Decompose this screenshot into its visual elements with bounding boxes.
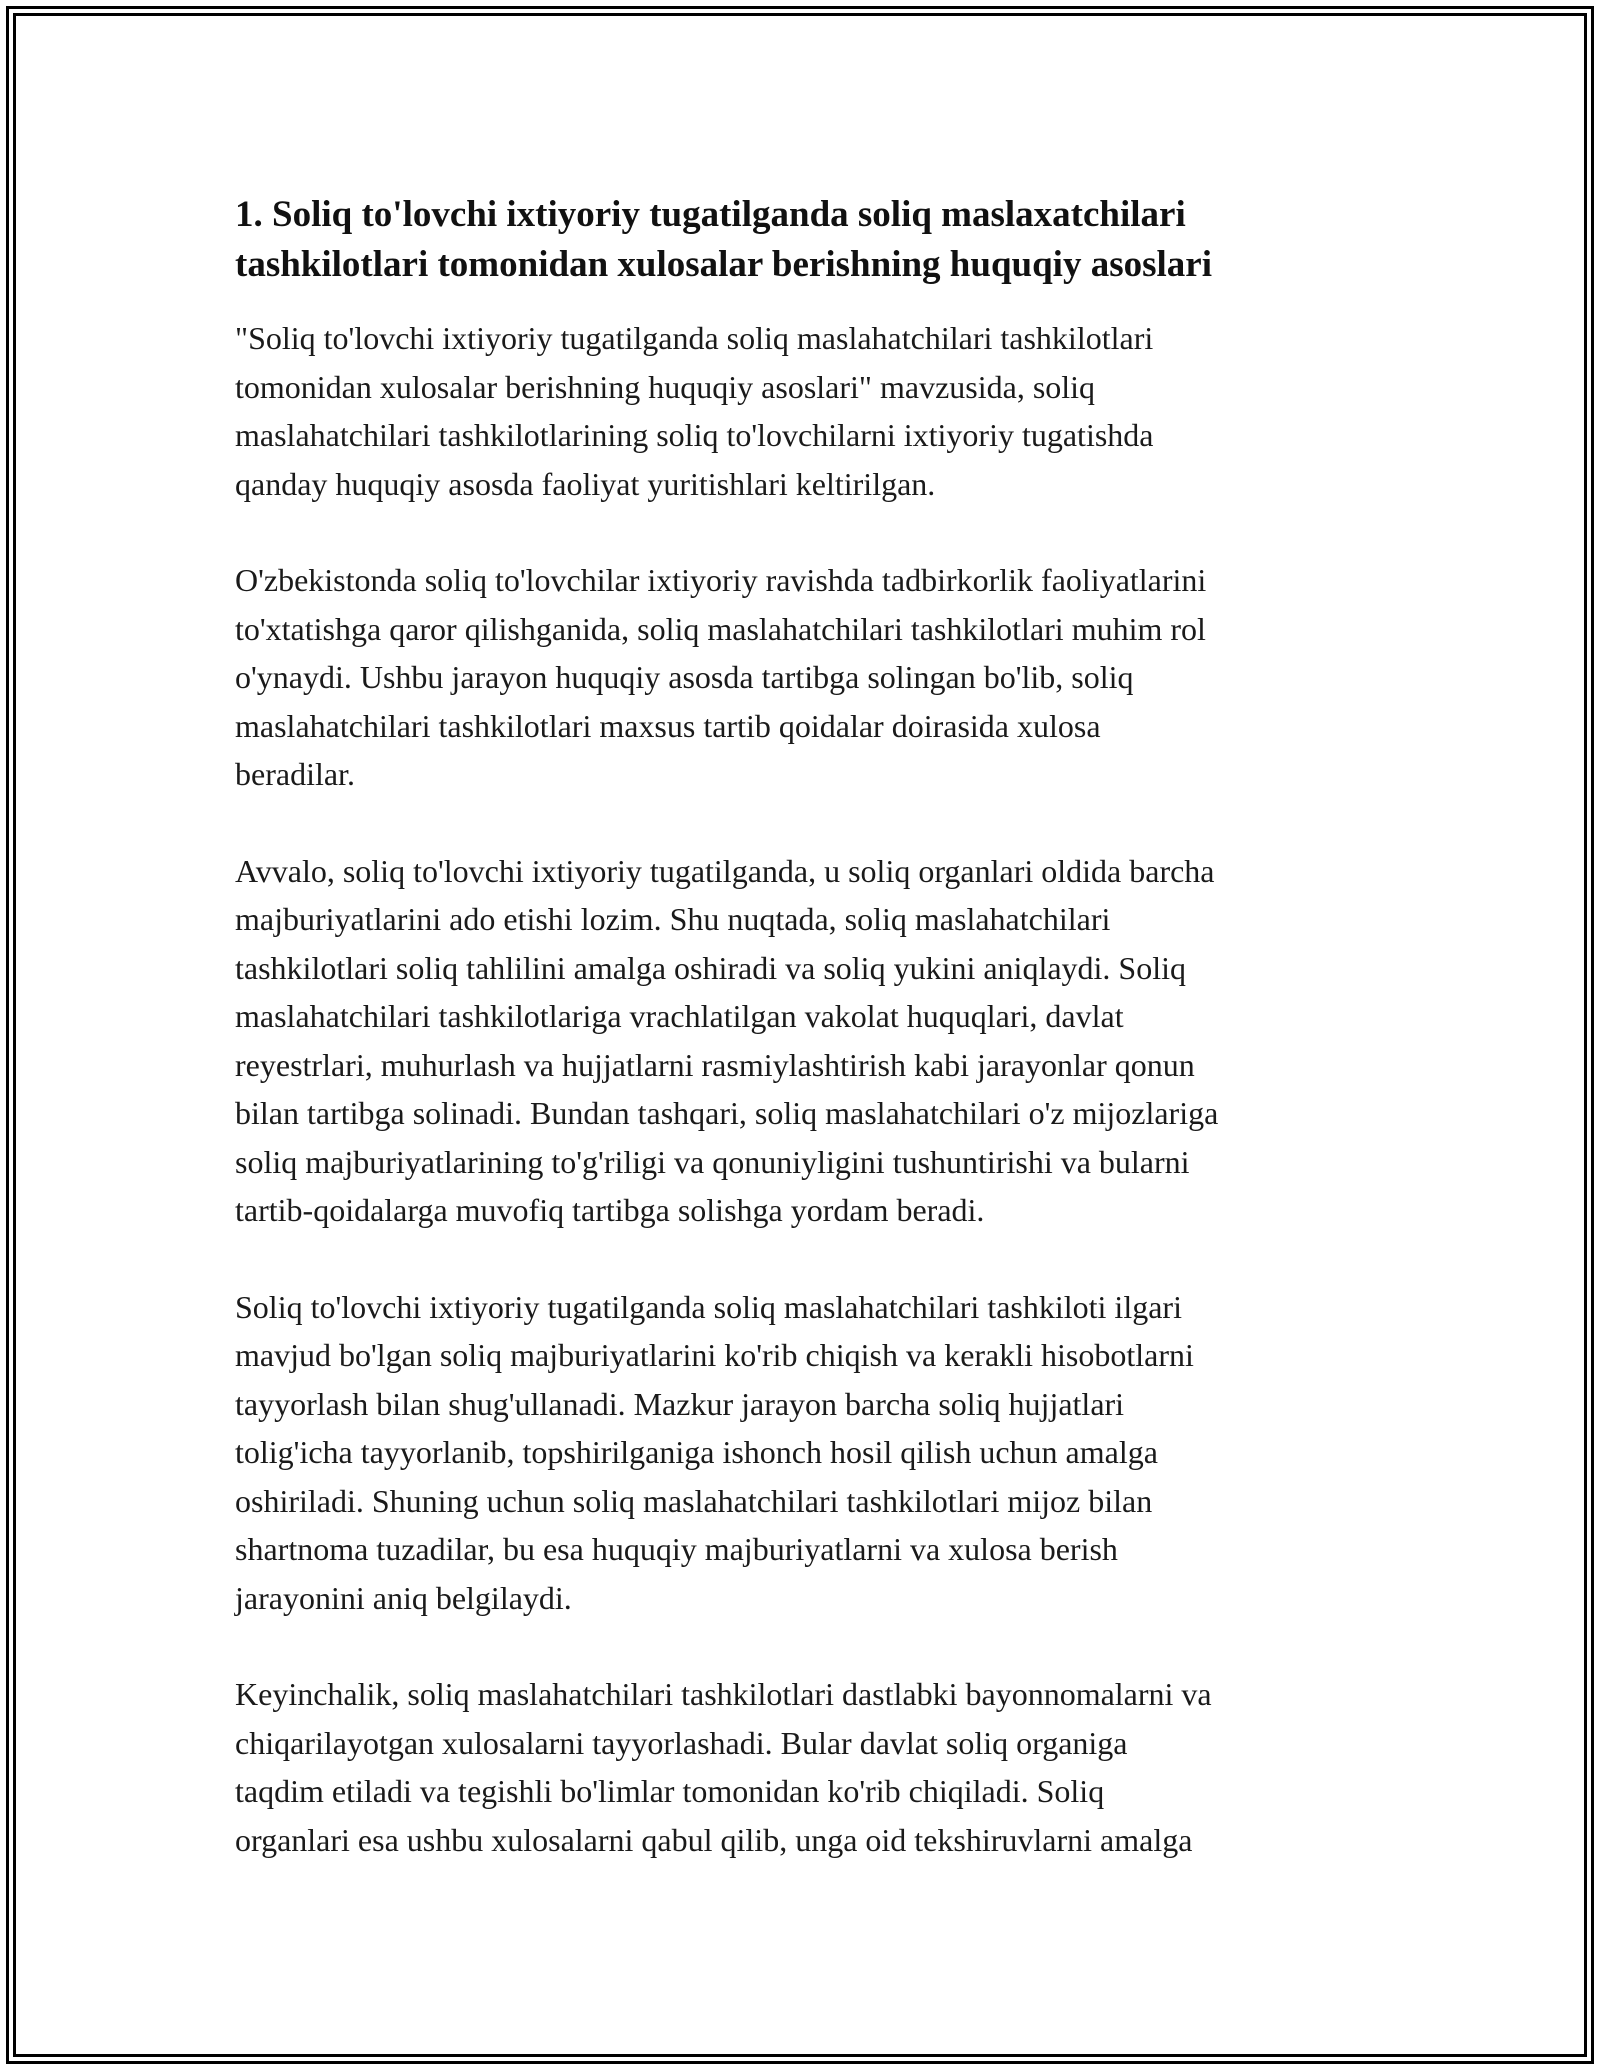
paragraph-reports: Soliq to'lovchi ixtiyoriy tugatilganda soliq maslahatchilari tashkiloti ilgari mavjud bo'lgan soliq majburiyatlarini ko'rib chiqish va kerakli hisobotlarni tayyorlash bilan shug'ullanadi. Mazkur jarayon barcha soliq hujjatlari tolig'icha tayyorlanib, topshirilganiga ishonch hosil qilish uchun amalga oshiriladi. Shuning uchun soliq maslahatchilari tashkilotlari mijoz bilan shartnoma tuzadilar, bu esa huquqiy majburiyatlarni va xulosa berish jarayonini aniq belgilaydi.: [235, 1288, 1194, 1616]
paragraph-avvalo: Avvalo, soliq to'lovchi ixtiyoriy tugatilganda, u soliq organlari oldida barcha majburiyatlarini ado etishi lozim. Shu nuqtada, soliq maslahatchilari tashkilotlari soliq tahlilini amalga oshiradi va soliq yukini aniqlaydi. Soliq maslahatchilari tashkilotlariga vrachlatilgan vakolat huquqlari, davlat reyestrlari, muhurlash va hujjatlarni rasmiylashtirish kabi jarayonlar qonun bilan tartibga solinadi. Bundan tashqari, soliq maslahatchilari o'z mijozlariga soliq majburiyatlarining to'g'riligi va qonuniyligini tushuntirishi va bularni tartib-qoidalarga muvofiq tartibga solishga yordam beradi.: [235, 852, 1219, 1228]
paragraph-intro: "Soliq to'lovchi ixtiyoriy tugatilganda soliq maslahatchilari tashkilotlari tomonidan xulosalar berishning huquqiy asoslari" mavzusida, soliq maslahatchilari tashkilotlarining soliq to'lovchilarni ixtiyoriy tugatishda qanday huquqiy asosda faoliyat yuritishlari keltirilgan.: [235, 320, 1154, 502]
document-body: [235, 190, 1365, 1912]
paragraph-keyinchalik: Keyinchalik, soliq maslahatchilari tashkilotlari dastlabki bayonnomalarni va chiqarilayotgan xulosalarni tayyorlashadi. Bular davlat soliq organiga taqdim etiladi va tegishli bo'limlar tomonidan ko'rib chiqiladi. Soliq organlari esa ushbu xulosalarni qabul qilib, unga oid tekshiruvlarni amalga: [235, 1676, 1212, 1858]
paragraph-uzbekistan: O'zbekistonda soliq to'lovchilar ixtiyoriy ravishda tadbirkorlik faoliyatlarini to'xtatishga qaror qilishganida, soliq maslahatchilari tashkilotlari muhim rol o'ynaydi. Ushbu jarayon huquqiy asosda tartibga solingan bo'lib, soliq maslahatchilari tashkilotlari maxsus tartib qoidalar doirasida xulosa beradilar.: [235, 562, 1207, 792]
section-heading: 1. Soliq to'lovchi ixtiyoriy tugatilganda soliq maslaxatchilari tashkilotlari tomonidan xulosalar berishning huquqiy asoslari: [235, 194, 1212, 285]
